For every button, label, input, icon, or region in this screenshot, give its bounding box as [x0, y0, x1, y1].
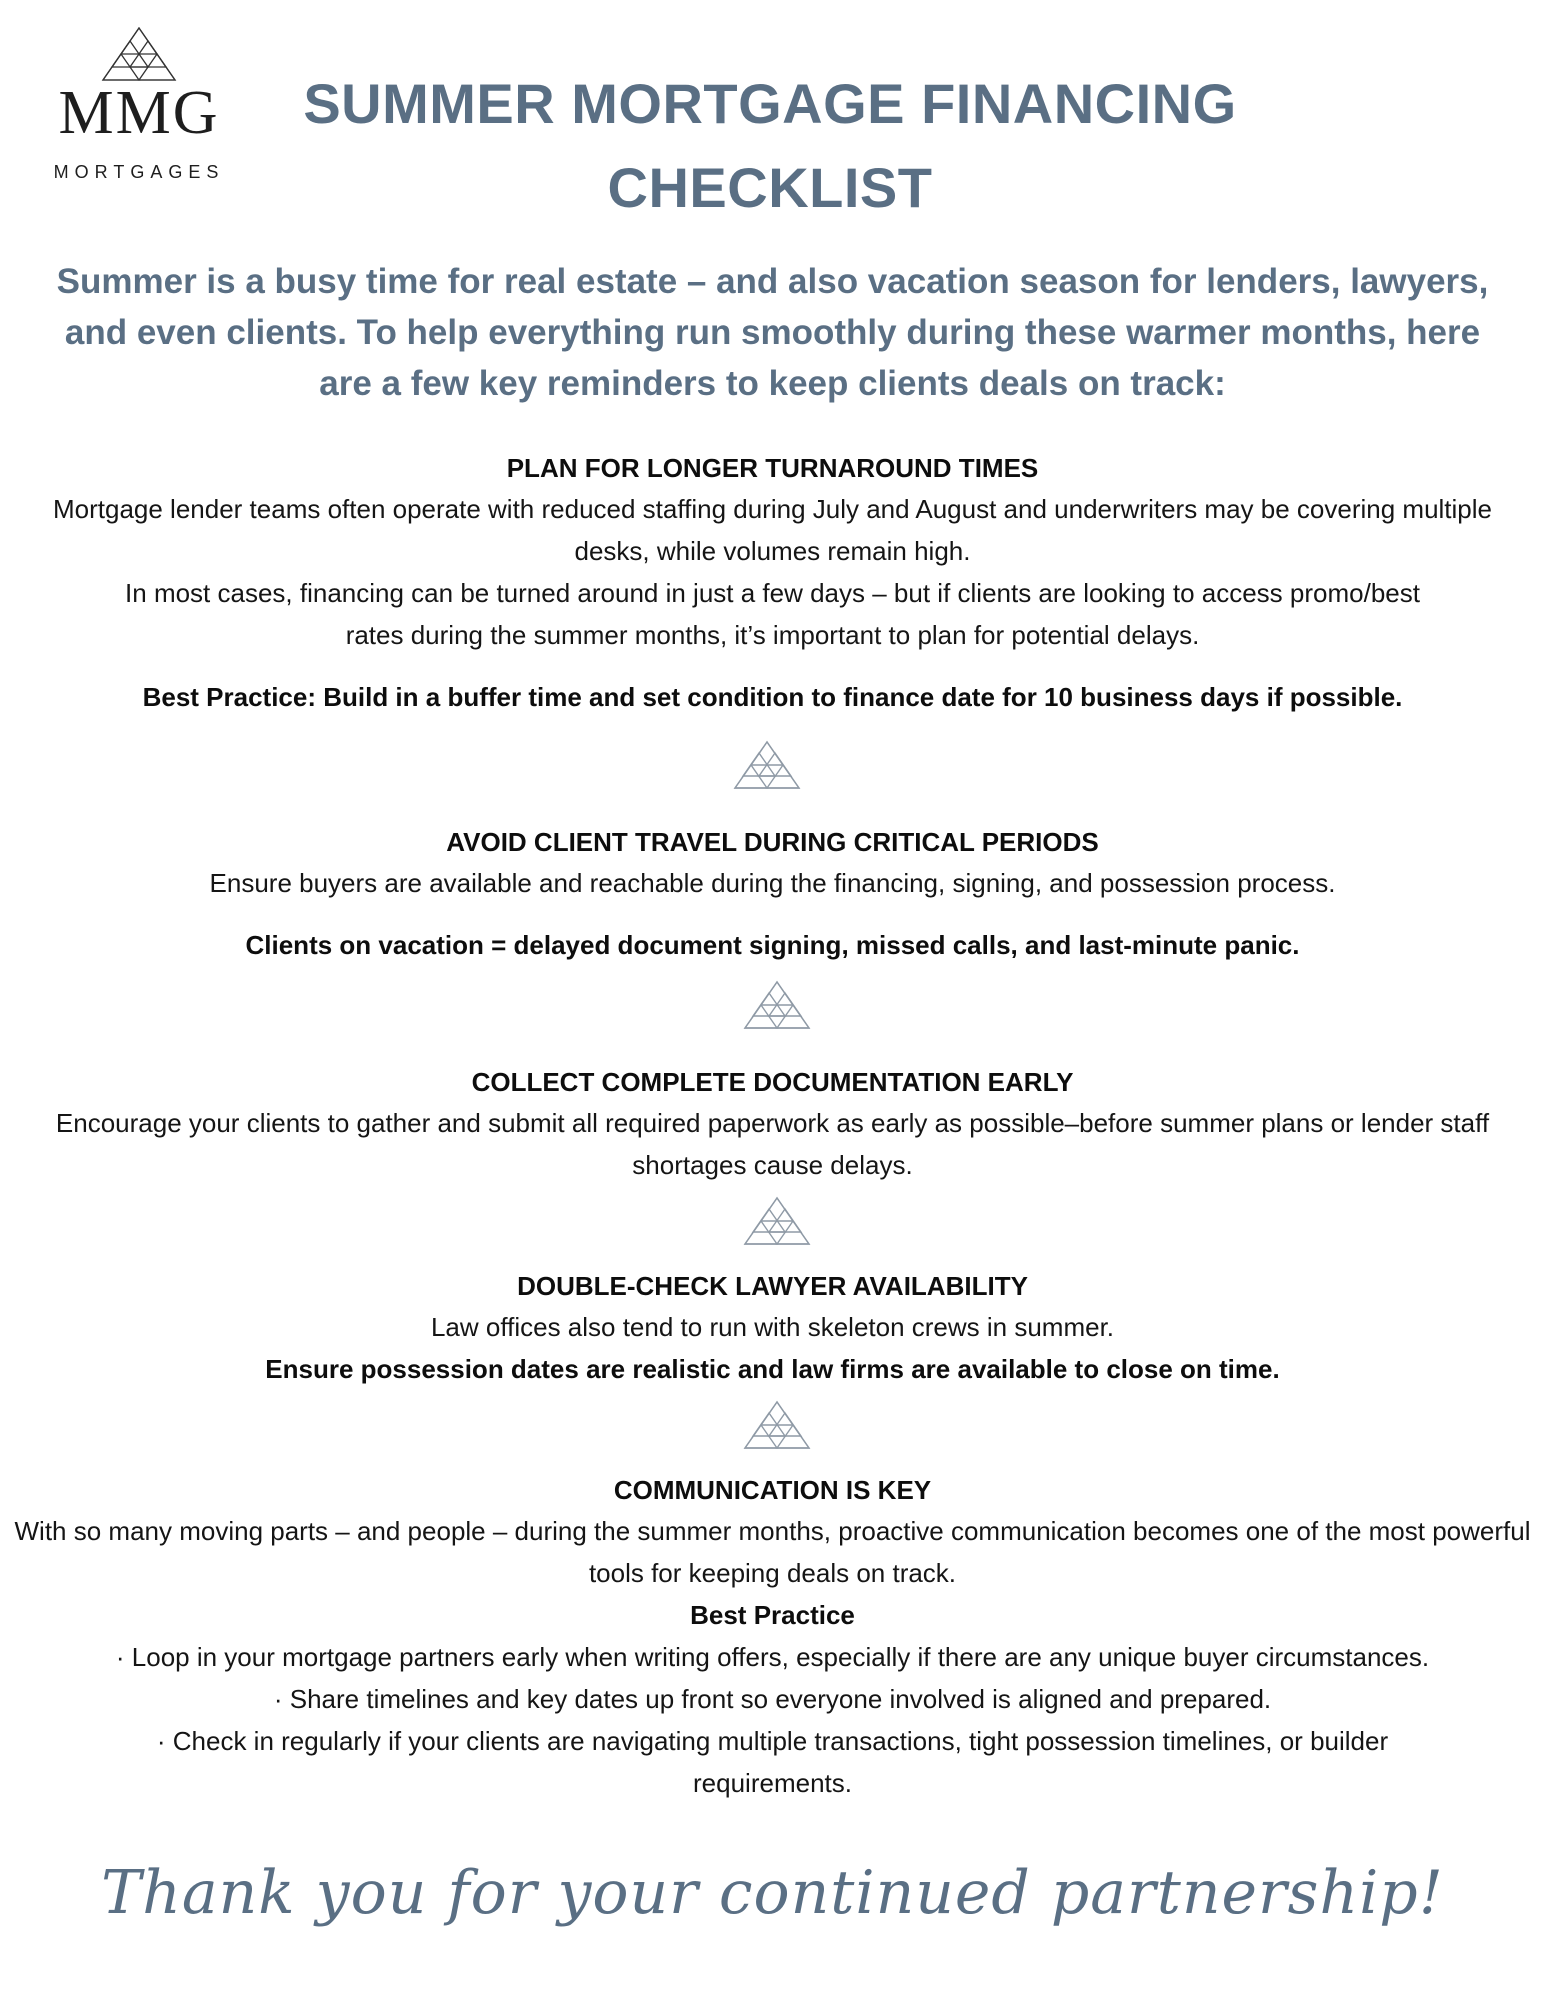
section-turnaround: [10, 448, 1535, 718]
section-documentation: [10, 1062, 1535, 1186]
section-heading: DOUBLE-CHECK LAWYER AVAILABILITY: [517, 1271, 1028, 1301]
list-item: · Loop in your mortgage partners early when writing offers, especially if there are any unique buyer circumstances.: [115, 1642, 1430, 1672]
best-practice-text: Best Practice: Build in a buffer time and set condition to finance date for 10 business days if possible.: [142, 682, 1403, 712]
best-practice-text: Clients on vacation = delayed document signing, missed calls, and last-minute panic.: [245, 930, 1300, 960]
intro-paragraph: Summer is a busy time for real estate – and also vacation season for lenders, lawyers, and even clients. To help everything run smoothly during these warmer months, here are a few key reminders to keep clients deals on track:: [56, 262, 1489, 403]
section-paragraph: With so many moving parts – and people – during the summer months, proactive communication becomes one of the most powerful tools for keeping deals on track.: [14, 1516, 1531, 1588]
section-paragraph: Encourage your clients to gather and submit all required paperwork as early as possible–before summer plans or lender staff shortages cause delays.: [55, 1108, 1490, 1180]
logo: [44, 26, 234, 183]
section-communication: [10, 1470, 1535, 1804]
section-paragraph: Mortgage lender teams often operate with reduced staffing during July and August and underwriters may be covering multiple desks, while volumes remain high.: [52, 494, 1492, 566]
section-client-travel: [10, 822, 1535, 966]
best-practice-text: Ensure possession dates are realistic and law firms are available to close on time.: [265, 1354, 1280, 1384]
section-paragraph: In most cases, financing can be turned around in just a few days – but if clients are looking to access promo/best rates during the summer months, it’s important to plan for potential delays.: [125, 578, 1420, 650]
page-title: SUMMER MORTGAGE FINANCING CHECKLIST: [303, 72, 1237, 219]
logo-wordmark: MMG: [58, 79, 220, 147]
list-item: · Check in regularly if your clients are navigating multiple transactions, tight possession timelines, or builder requirements.: [156, 1726, 1389, 1798]
best-practice-subheading: Best Practice: [690, 1600, 855, 1630]
section-paragraph: Ensure buyers are available and reachable during the financing, signing, and possession process.: [209, 868, 1336, 898]
section-heading: COLLECT COMPLETE DOCUMENTATION EARLY: [471, 1067, 1074, 1097]
triangle-lattice-icon: [99, 26, 179, 82]
closing-message: Thank you for your continued partnership!: [101, 1858, 1444, 1928]
section-heading: PLAN FOR LONGER TURNAROUND TIMES: [506, 453, 1039, 483]
divider-icon: [732, 740, 802, 790]
section-heading: COMMUNICATION IS KEY: [613, 1475, 932, 1505]
list-item: · Share timelines and key dates up front so everyone involved is aligned and prepared.: [273, 1684, 1272, 1714]
divider-icon: [742, 1400, 812, 1450]
section-heading: AVOID CLIENT TRAVEL DURING CRITICAL PERIODS: [446, 827, 1099, 857]
section-paragraph: Law offices also tend to run with skeleton crews in summer.: [430, 1312, 1115, 1342]
section-lawyer-availability: [10, 1266, 1535, 1390]
logo-subtitle: MORTGAGES: [53, 162, 225, 182]
divider-icon: [742, 980, 812, 1030]
divider-icon: [742, 1196, 812, 1246]
